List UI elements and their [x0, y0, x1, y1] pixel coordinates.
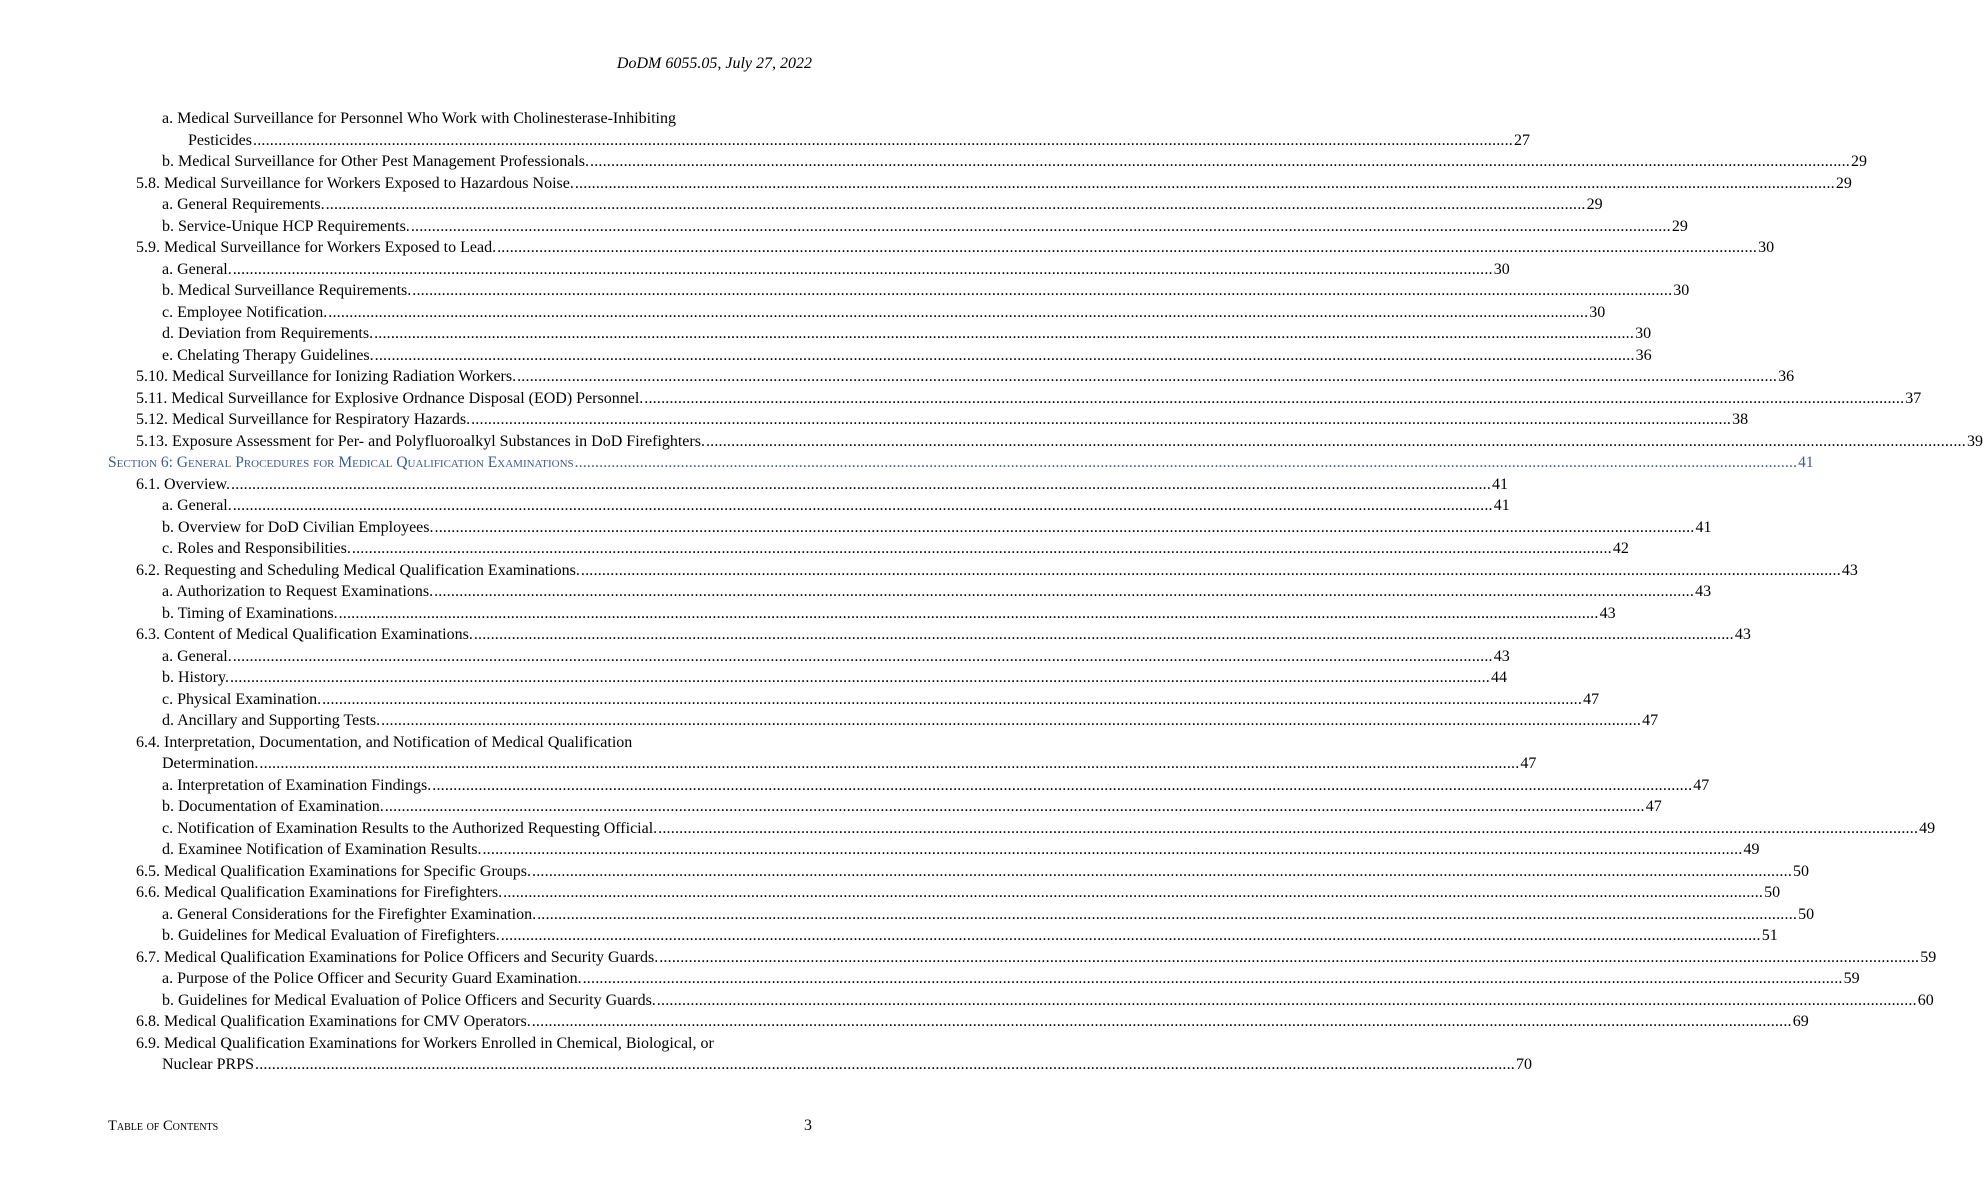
toc-page-number: 41	[1493, 497, 1510, 514]
toc-leader-dots: ............................................................................................................................................................................................................................................................................................................	[259, 755, 1520, 772]
toc-entry[interactable]	[108, 581, 1712, 603]
toc-entry[interactable]	[108, 237, 1775, 259]
toc-page-number: 29	[1851, 153, 1867, 170]
toc-entry-title: 5.13. Exposure Assessment for Per- and Polyfluoroalkyl Substances in DoD Firefighters.	[136, 432, 705, 450]
toc-entry-title: c. Notification of Examination Results to the Authorized Requesting Official.	[162, 819, 658, 837]
toc-entry-title: 6.6. Medical Qualification Examinations for Firefighters.	[136, 884, 503, 901]
toc-entry[interactable]	[108, 431, 1983, 453]
toc-entry[interactable]	[108, 216, 1688, 238]
toc-entry[interactable]	[108, 968, 1860, 990]
toc-entry[interactable]	[108, 151, 1867, 173]
toc-entry[interactable]	[108, 173, 1852, 195]
toc-entry-title: a. General.	[162, 497, 232, 514]
toc-leader-dots: ............................................................................................................................................................................................................................................................................................................	[432, 776, 1693, 794]
toc-page-number: 59	[1920, 948, 1937, 966]
toc-entry-title: 5.8. Medical Surveillance for Workers Exposed to Hazardous Noise.	[136, 174, 574, 192]
toc-page-number: 70	[1516, 1056, 1532, 1073]
toc-page-number: 43	[1599, 604, 1616, 622]
toc-page-number: 30	[1493, 260, 1510, 278]
toc-page-number: 47	[1583, 690, 1600, 708]
toc-page-number: 30	[1673, 282, 1690, 299]
toc-entry-title-line1: a. Medical Surveillance for Personnel Who Work with Cholinesterase-Inhibiting	[162, 110, 676, 127]
toc-leader-dots: ............................................................................................................................................................................................................................................................................................................	[434, 583, 1695, 600]
table-of-contents	[108, 108, 1983, 1076]
toc-leader-dots: ............................................................................................................................................................................................................................................................................................................	[497, 239, 1758, 256]
toc-page-number: 69	[1792, 1013, 1809, 1030]
toc-entry-title: 6.7. Medical Qualification Examinations for Police Officers and Security Guards.	[136, 948, 659, 966]
document-header: DoDM 6055.05, July 27, 2022	[616, 55, 812, 72]
toc-leader-dots: ............................................................................................................................................................................................................................................................................................................	[384, 798, 1645, 815]
toc-page-number: 43	[1734, 626, 1751, 643]
toc-page-number: 41	[1492, 475, 1509, 493]
toc-leader-dots: ............................................................................................................................................................................................................................................................................................................	[531, 1013, 1792, 1030]
toc-leader-dots: ............................................................................................................................................................................................................................................................................................................	[537, 905, 1798, 923]
toc-entry-title: Pesticides	[188, 131, 252, 149]
toc-entry-title: Determination.	[162, 755, 259, 772]
toc-entry-title: 5.9. Medical Surveillance for Workers Exposed to Lead.	[136, 239, 497, 256]
toc-page-number: 36	[1778, 368, 1795, 385]
toc-entry[interactable]	[108, 624, 1751, 646]
toc-leader-dots: ............................................................................................................................................................................................................................................................................................................	[471, 411, 1732, 428]
toc-entry-title-line1: 6.9. Medical Qualification Examinations for Workers Enrolled in Chemical, Biological, or	[136, 1034, 714, 1052]
toc-entry-title: 6.1. Overview.	[136, 475, 231, 493]
toc-page-number: 30	[1635, 325, 1652, 342]
footer-page-number: 3	[804, 1117, 812, 1134]
toc-entry-title: b. Medical Surveillance for Other Pest Management Professionals.	[162, 153, 589, 170]
toc-page-number: 43	[1841, 561, 1858, 579]
toc-entry[interactable]	[108, 990, 1934, 1012]
toc-entry-title: e. Chelating Therapy Guidelines.	[162, 346, 374, 364]
toc-leader-dots: ............................................................................................................................................................................................................................................................................................................	[582, 970, 1843, 987]
toc-leader-dots: ............................................................................................................................................................................................................................................................................................................	[255, 1056, 1515, 1073]
toc-page-number: 50	[1798, 905, 1815, 923]
toc-entry-title: a. General.	[162, 647, 232, 665]
toc-page-number: 36	[1635, 346, 1652, 364]
toc-entry[interactable]	[108, 818, 1936, 840]
toc-leader-dots: ............................................................................................................................................................................................................................................................................................................	[590, 153, 1850, 170]
toc-entry-title: Nuclear PRPS	[162, 1056, 254, 1073]
toc-page-number: 43	[1695, 583, 1712, 600]
toc-entry-title: d. Examinee Notification of Examination Results.	[162, 841, 482, 858]
toc-page-number: 50	[1764, 884, 1781, 901]
toc-entry[interactable]	[108, 947, 1937, 969]
toc-entry-title: b. Guidelines for Medical Evaluation of Firefighters.	[162, 927, 500, 944]
toc-leader-dots: ............................................................................................................................................................................................................................................................................................................	[374, 346, 1635, 364]
toc-entry[interactable]	[108, 861, 1810, 883]
toc-leader-dots: ............................................................................................................................................................................................................................................................................................................	[231, 475, 1492, 493]
toc-leader-dots: ............................................................................................................................................................................................................................................................................................................	[500, 927, 1761, 944]
toc-page-number: 30	[1758, 239, 1775, 256]
toc-page-number: 38	[1732, 411, 1749, 428]
toc-entry[interactable]	[108, 925, 1778, 947]
toc-leader-dots: ............................................................................................................................................................................................................................................................................................................	[232, 497, 1493, 514]
toc-entry[interactable]	[108, 323, 1652, 345]
toc-leader-dots: ............................................................................................................................................................................................................................................................................................................	[473, 626, 1734, 643]
toc-leader-dots: ............................................................................................................................................................................................................................................................................................................	[325, 196, 1586, 213]
toc-entry-title: a. General Requirements.	[162, 196, 325, 213]
toc-page-number: 60	[1917, 991, 1934, 1009]
toc-leader-dots: ............................................................................................................................................................................................................................................................................................................	[532, 862, 1793, 880]
toc-entry[interactable]	[108, 280, 1690, 302]
toc-leader-dots: ............................................................................................................................................................................................................................................................................................................	[381, 712, 1642, 729]
toc-page-number: 37	[1905, 389, 1922, 407]
toc-entry-title: b. Documentation of Examination.	[162, 798, 384, 815]
toc-page-number: 49	[1919, 819, 1936, 837]
toc-entry[interactable]	[108, 1011, 1809, 1033]
toc-entry[interactable]	[108, 904, 1815, 926]
toc-leader-dots: ............................................................................................................................................................................................................................................................................................................	[328, 303, 1589, 321]
toc-entry[interactable]	[108, 302, 1606, 324]
toc-entry[interactable]	[108, 108, 1530, 151]
toc-leader-dots: ............................................................................................................................................................................................................................................................................................................	[232, 260, 1493, 278]
toc-entry-title: c. Employee Notification.	[162, 303, 328, 321]
toc-page-number: 51	[1761, 927, 1778, 944]
toc-entry[interactable]	[108, 388, 1922, 410]
toc-leader-dots: ............................................................................................................................................................................................................................................................................................................	[659, 948, 1920, 966]
toc-page-number: 29	[1671, 217, 1688, 235]
toc-entry-title: 6.2. Requesting and Scheduling Medical Qualification Examinations.	[136, 561, 580, 579]
toc-entry-title: c. Physical Examination.	[162, 690, 322, 708]
toc-entry-title: 5.10. Medical Surveillance for Ionizing Radiation Workers.	[136, 368, 517, 385]
toc-leader-dots: ............................................................................................................................................................................................................................................................................................................	[322, 690, 1583, 708]
toc-entry[interactable]	[108, 646, 1510, 668]
toc-entry-title: a. General Considerations for the Firefighter Examination.	[162, 905, 537, 923]
toc-entry-title: 5.12. Medical Surveillance for Respiratory Hazards.	[136, 411, 471, 428]
toc-page-number: 42	[1612, 540, 1629, 557]
toc-page-number: 29	[1586, 196, 1603, 213]
toc-entry-title: b. Timing of Examinations.	[162, 604, 338, 622]
toc-page-number: 47	[1693, 776, 1710, 794]
toc-entry-title: c. Roles and Responsibilities.	[162, 540, 351, 557]
toc-entry[interactable]	[108, 775, 1710, 797]
toc-leader-dots: ............................................................................................................................................................................................................................................................................................................	[434, 518, 1695, 536]
toc-entry-title-line1: 6.4. Interpretation, Documentation, and Notification of Medical Qualification	[136, 733, 633, 751]
toc-page-number: 47	[1645, 798, 1662, 815]
toc-entry-title: b. Overview for DoD Civilian Employees.	[162, 518, 434, 536]
toc-page-number: 47	[1642, 712, 1659, 729]
toc-entry-title: 6.3. Content of Medical Qualification Examinations.	[136, 626, 473, 643]
toc-leader-dots: ............................................................................................................................................................................................................................................................................................................	[644, 389, 1905, 407]
toc-page-number: 43	[1493, 647, 1510, 665]
toc-page-number: 27	[1514, 131, 1530, 149]
toc-entry[interactable]	[108, 474, 1509, 496]
toc-entry-title: d. Ancillary and Supporting Tests.	[162, 712, 381, 729]
toc-leader-dots: ............................................................................................................................................................................................................................................................................................................	[656, 991, 1917, 1009]
toc-entry[interactable]	[108, 839, 1760, 861]
toc-page-number: 49	[1743, 841, 1760, 858]
toc-leader-dots: ............................................................................................................................................................................................................................................................................................................	[574, 454, 1798, 471]
toc-entry[interactable]	[108, 538, 1629, 560]
toc-page-number: 39	[1966, 432, 1983, 450]
toc-leader-dots: ............................................................................................................................................................................................................................................................................................................	[658, 819, 1919, 837]
toc-entry[interactable]	[108, 603, 1616, 625]
toc-entry-title: a. Authorization to Request Examinations.	[162, 583, 434, 600]
toc-leader-dots: ............................................................................................................................................................................................................................................................................................................	[338, 604, 1599, 622]
toc-entry[interactable]	[108, 796, 1662, 818]
toc-entry[interactable]	[108, 689, 1600, 711]
toc-page-number: 47	[1520, 755, 1537, 772]
toc-entry[interactable]	[108, 882, 1781, 904]
toc-entry-title: Section 6: General Procedures for Medical Qualification Examinations	[108, 454, 574, 471]
toc-entry[interactable]	[108, 517, 1712, 539]
toc-leader-dots: ............................................................................................................................................................................................................................................................................................................	[705, 432, 1966, 450]
toc-entry[interactable]	[108, 345, 1652, 367]
toc-entry[interactable]	[108, 366, 1795, 388]
toc-leader-dots: ............................................................................................................................................................................................................................................................................................................	[253, 131, 1513, 149]
toc-entry[interactable]	[108, 560, 1858, 582]
toc-page-number: 30	[1589, 303, 1606, 321]
toc-entry[interactable]	[108, 732, 1537, 775]
toc-entry-title: 5.11. Medical Surveillance for Explosive Ordnance Disposal (EOD) Personnel.	[136, 389, 644, 407]
toc-entry-title: 6.5. Medical Qualification Examinations for Specific Groups.	[136, 862, 532, 880]
toc-entry-title: b. Service-Unique HCP Requirements.	[162, 217, 410, 235]
toc-entry-title: a. Interpretation of Examination Findings.	[162, 776, 432, 794]
toc-page-number: 41	[1798, 454, 1814, 471]
toc-entry[interactable]	[108, 194, 1603, 216]
toc-leader-dots: ............................................................................................................................................................................................................................................................................................................	[374, 325, 1635, 342]
toc-entry[interactable]	[108, 710, 1659, 732]
toc-page-number: 59	[1843, 970, 1860, 987]
toc-entry[interactable]	[108, 667, 1507, 689]
toc-leader-dots: ............................................................................................................................................................................................................................................................................................................	[517, 368, 1778, 385]
toc-page-number: 44	[1490, 669, 1507, 686]
toc-leader-dots: ............................................................................................................................................................................................................................................................................................................	[574, 174, 1835, 192]
toc-entry[interactable]	[108, 495, 1510, 517]
toc-entry-title: b. Guidelines for Medical Evaluation of Police Officers and Security Guards.	[162, 991, 656, 1009]
toc-entry-title: a. General.	[162, 260, 232, 278]
toc-entry-title: b. Medical Surveillance Requirements.	[162, 282, 412, 299]
footer-label: Table of Contents	[108, 1118, 219, 1134]
toc-entry-title: a. Purpose of the Police Officer and Security Guard Examination.	[162, 970, 582, 987]
toc-leader-dots: ............................................................................................................................................................................................................................................................................................................	[412, 282, 1673, 299]
toc-page-number: 29	[1835, 174, 1852, 192]
toc-page-number: 50	[1793, 862, 1810, 880]
toc-leader-dots: ............................................................................................................................................................................................................................................................................................................	[503, 884, 1764, 901]
toc-leader-dots: ............................................................................................................................................................................................................................................................................................................	[351, 540, 1612, 557]
toc-section-heading[interactable]	[108, 452, 1814, 474]
toc-leader-dots: ............................................................................................................................................................................................................................................................................................................	[580, 561, 1841, 579]
toc-leader-dots: ............................................................................................................................................................................................................................................................................................................	[482, 841, 1743, 858]
toc-leader-dots: ............................................................................................................................................................................................................................................................................................................	[410, 217, 1671, 235]
toc-entry[interactable]	[108, 1033, 1532, 1076]
toc-entry[interactable]	[108, 259, 1510, 281]
toc-entry-title: d. Deviation from Requirements.	[162, 325, 374, 342]
toc-entry[interactable]	[108, 409, 1749, 431]
toc-leader-dots: ............................................................................................................................................................................................................................................................................................................	[232, 647, 1493, 665]
toc-page-number: 41	[1695, 518, 1712, 536]
toc-leader-dots: ............................................................................................................................................................................................................................................................................................................	[229, 669, 1490, 686]
toc-entry-title: b. History.	[162, 669, 229, 686]
toc-entry-title: 6.8. Medical Qualification Examinations for CMV Operators.	[136, 1013, 531, 1030]
